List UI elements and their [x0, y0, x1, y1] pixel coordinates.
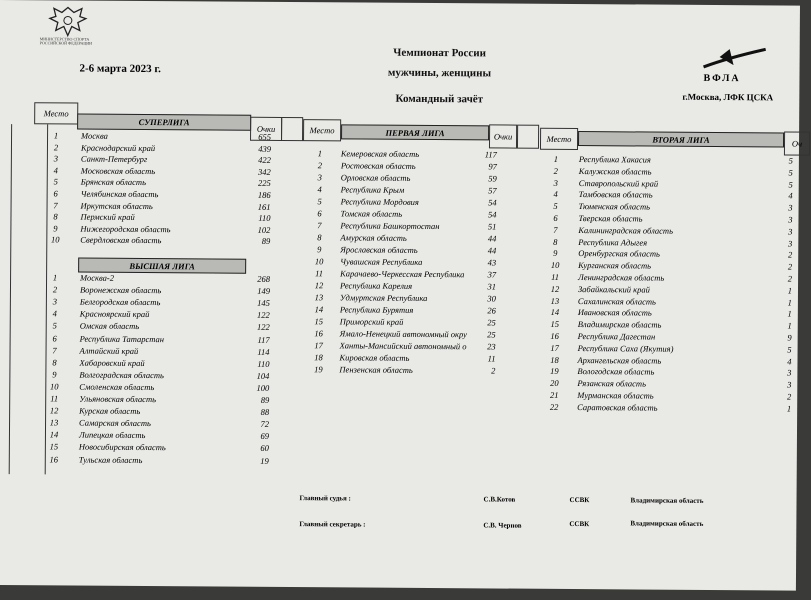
place-number: 18: [314, 352, 323, 363]
region-name: Иркутская область: [80, 200, 153, 211]
points-value: 44: [487, 233, 497, 244]
region-name: Кировская область: [339, 352, 410, 363]
points-value: 31: [487, 281, 497, 292]
place-number: 8: [53, 211, 58, 222]
chief-secretary-region: Владимирская область: [630, 519, 704, 528]
region-name: Вологодская область: [577, 366, 655, 377]
points-value: 2: [491, 365, 496, 376]
place-number: 17: [550, 342, 559, 353]
points-value: 37: [487, 269, 497, 280]
place-number: 13: [550, 295, 560, 306]
region-name: Владимирская область: [577, 319, 662, 330]
region-name: Республика Карелия: [339, 280, 413, 291]
second-league-list: [547, 153, 807, 414]
points-value: 26: [487, 305, 496, 316]
chief-judge-name: С.В.Котов: [483, 495, 516, 504]
place-number: 11: [50, 393, 59, 404]
region-name: Ямало-Ненецкий автономный окру: [339, 328, 468, 340]
points-value: 5: [788, 179, 793, 190]
points-value: 69: [260, 431, 269, 442]
event-subtitle: мужчины, женщины: [387, 66, 492, 80]
chief-secretary-label: Главный секретарь :: [299, 520, 366, 529]
points-value: 3: [788, 202, 793, 213]
points-value: 161: [257, 201, 271, 212]
place-number: 7: [317, 220, 322, 231]
region-name: Алтайский край: [79, 345, 139, 356]
region-name: Самарская область: [79, 417, 151, 429]
region-name: Пензенская область: [339, 364, 413, 375]
place-number: 2: [53, 141, 59, 153]
points-header-right: Оч: [784, 131, 810, 155]
place-number: 3: [52, 296, 58, 307]
place-header-right: Место: [540, 128, 578, 150]
place-number: 11: [315, 268, 324, 279]
points-value: 5: [787, 344, 792, 355]
region-name: Новосибирская область: [78, 441, 166, 453]
points-value: 102: [257, 224, 271, 235]
points-value: 9: [787, 332, 792, 343]
region-name: Челябинская область: [80, 188, 159, 200]
place-number: 20: [550, 378, 559, 389]
region-name: Ханты-Мансийский автономный о: [339, 340, 467, 352]
place-number: 10: [314, 256, 324, 267]
points-value: 149: [257, 285, 271, 296]
region-name: Тверская область: [578, 213, 643, 224]
region-name: Красноярский край: [79, 308, 150, 320]
points-value: 100: [256, 382, 270, 393]
points-value: 122: [256, 322, 270, 333]
region-name: Ярославская область: [340, 244, 418, 255]
place-number: 16: [49, 453, 59, 464]
points-value: 110: [258, 212, 271, 224]
region-name: Курганская область: [578, 260, 652, 271]
points-value: 342: [258, 166, 271, 177]
points-value: 114: [257, 346, 270, 357]
place-number: 12: [550, 283, 560, 294]
place-number: 9: [553, 248, 558, 259]
points-value: 3: [788, 226, 793, 237]
event-dates: 2-6 марта 2023 г.: [79, 62, 161, 76]
place-number: 6: [317, 208, 322, 219]
region-name: Липецкая область: [78, 429, 146, 441]
points-value: 2: [787, 249, 793, 260]
points-value: 122: [257, 310, 270, 321]
place-number: 16: [314, 328, 323, 339]
points-value: 57: [488, 185, 497, 196]
place-number: 3: [317, 172, 322, 183]
points-value: 59: [488, 173, 497, 184]
points-value: 439: [258, 143, 272, 154]
points-value: 30: [487, 293, 496, 304]
place-number: 8: [317, 232, 322, 243]
region-name: Республика Мордовия: [340, 196, 419, 207]
superliga-label: СУПЕРЛИГА: [77, 114, 251, 131]
points-value: 23: [487, 341, 496, 352]
region-name: Ленинградская область: [578, 272, 665, 283]
points-value: 5: [788, 155, 793, 166]
points-value: 4: [787, 356, 792, 367]
place-number: 8: [52, 357, 57, 368]
region-name: Калининградская область: [578, 224, 674, 236]
points-value: 43: [487, 257, 497, 268]
points-value: 225: [257, 178, 271, 189]
region-name: Москва-2: [80, 272, 115, 283]
points-value: 422: [258, 154, 271, 166]
region-name: Приморский край: [339, 316, 404, 327]
place-header-left: Место: [34, 102, 78, 124]
region-name: Нижегородская область: [80, 223, 171, 234]
chief-judge-category: ССВК: [569, 495, 590, 505]
place-number: 1: [52, 272, 58, 283]
region-name: Кемеровская область: [340, 148, 420, 159]
points-value: 117: [484, 149, 497, 160]
points-value: 117: [257, 334, 270, 345]
points-value: 3: [787, 367, 792, 378]
region-name: Республика Хакасия: [578, 154, 651, 165]
place-number: 15: [49, 441, 59, 452]
place-number: 7: [52, 344, 57, 355]
region-name: Республика Крым: [340, 184, 405, 195]
points-value: 51: [487, 221, 497, 232]
place-number: 7: [53, 199, 58, 211]
region-name: Оренбургская область: [578, 248, 660, 260]
points-value: 1: [787, 285, 793, 296]
region-name: Хабаровский край: [79, 357, 145, 368]
place-number: 10: [51, 234, 60, 245]
place-number: 6: [52, 332, 57, 343]
separator-cell: [281, 117, 303, 141]
chief-secretary-category: ССВК: [569, 519, 590, 529]
place-number: 9: [52, 369, 57, 380]
region-name: Сахалинская область: [577, 295, 656, 307]
points-value: 145: [257, 297, 270, 309]
region-name: Тюменская область: [578, 201, 651, 212]
points-value: 4: [788, 190, 793, 201]
points-value: 19: [260, 455, 269, 466]
points-value: 2: [786, 391, 792, 402]
points-value: 2: [787, 261, 793, 272]
region-name: Ставропольский край: [578, 177, 659, 189]
region-name: Орловская область: [340, 172, 411, 183]
points-value: 655: [258, 131, 272, 142]
points-value: 1: [787, 308, 792, 319]
region-name: Калужская область: [578, 165, 652, 177]
region-name: Тамбовская область: [578, 189, 653, 200]
place-number: 6: [53, 188, 58, 199]
region-name: Амурская область: [340, 232, 407, 243]
points-value: 89: [261, 236, 271, 247]
region-name: Республика Адыгея: [578, 236, 648, 248]
points-value: 11: [487, 353, 496, 364]
place-number: 4: [317, 184, 322, 195]
points-value: 72: [260, 419, 270, 430]
region-name: Карачаево-Черкесская Республика: [340, 268, 465, 280]
region-name: Санкт-Петербург: [80, 153, 148, 165]
region-name: Брянская область: [80, 176, 146, 188]
place-number: 13: [49, 417, 59, 428]
place-number: 9: [317, 244, 322, 255]
place-number: 5: [52, 320, 57, 331]
points-header-middle: Очки: [489, 124, 517, 148]
place-number: 3: [553, 177, 558, 188]
points-value: 104: [256, 370, 270, 381]
region-name: Чувашская Республика: [340, 256, 423, 267]
region-name: Рязанская область: [577, 378, 646, 389]
region-name: Республика Бурятия: [339, 304, 414, 315]
region-name: Республика Татарстан: [79, 333, 165, 344]
region-name: Мурманская область: [577, 390, 654, 401]
region-name: Забайкальский край: [577, 283, 650, 295]
points-value: 268: [257, 273, 271, 284]
place-number: 4: [553, 189, 558, 200]
coat-of-arms-icon: [42, 4, 94, 38]
region-name: Воронежская область: [79, 284, 162, 296]
place-number: 3: [53, 153, 59, 164]
region-name: Республика Башкортостан: [340, 220, 440, 232]
place-number: 1: [317, 148, 323, 159]
place-number: 19: [550, 366, 559, 377]
scoring-title: Командный зачёт: [395, 92, 484, 106]
points-value: 3: [788, 238, 793, 249]
chief-judge-label: Главный судья :: [299, 494, 351, 503]
region-name: Ростовская область: [340, 160, 416, 171]
place-number: 8: [553, 236, 558, 247]
place-number: 17: [314, 340, 323, 351]
separator-cell-2: [517, 125, 539, 149]
place-number: 4: [52, 308, 57, 319]
points-value: 44: [487, 245, 497, 256]
region-name: Курская область: [79, 405, 141, 417]
points-header-left: Очки: [250, 117, 282, 141]
place-number: 2: [317, 160, 323, 171]
place-number: 5: [553, 201, 558, 212]
place-number: 1: [53, 130, 59, 141]
ministry-caption: МИНИСТЕРСТВО СПОРТА РОССИЙСКОЙ ФЕДЕРАЦИИ: [39, 36, 93, 46]
points-value: 1: [787, 320, 792, 331]
points-value: 25: [487, 329, 496, 340]
place-number: 9: [53, 223, 58, 234]
place-number: 10: [50, 381, 59, 392]
place-number: 12: [314, 280, 324, 291]
region-name: Республика Саха (Якутия): [577, 342, 674, 354]
points-value: 25: [487, 317, 496, 328]
points-value: 186: [257, 189, 271, 200]
region-name: Москва: [81, 130, 108, 141]
points-value: 89: [260, 394, 270, 405]
points-value: 88: [260, 406, 270, 417]
region-name: Краснодарский край: [80, 142, 156, 153]
place-number: 2: [553, 165, 558, 176]
points-value: 3: [788, 214, 793, 225]
second-league-label: ВТОРАЯ ЛИГА: [578, 131, 784, 147]
place-number: 16: [550, 330, 559, 341]
region-name: Пермский край: [80, 211, 135, 223]
venue: г.Москва, ЛФК ЦСКА: [682, 91, 774, 103]
region-name: Ивановская область: [577, 307, 652, 318]
place-number: 6: [553, 212, 558, 223]
place-number: 21: [549, 389, 559, 400]
region-name: Удмуртская Республика: [339, 292, 428, 303]
points-value: 54: [488, 197, 497, 208]
points-value: 54: [487, 209, 497, 220]
region-name: Томская область: [340, 208, 403, 219]
points-value: 1: [787, 297, 792, 308]
place-number: 7: [553, 224, 558, 235]
region-name: Волгоградская область: [79, 369, 164, 380]
event-title: Чемпионат России: [393, 46, 487, 60]
place-number: 12: [49, 405, 59, 416]
place-number: 22: [549, 401, 559, 412]
region-name: Республика Дагестан: [577, 331, 656, 342]
region-name: Свердловская область: [80, 234, 162, 246]
place-number: 14: [550, 307, 560, 318]
points-value: 110: [257, 358, 270, 369]
place-number: 15: [314, 316, 324, 327]
first-league-label: ПЕРВАЯ ЛИГА: [341, 124, 489, 140]
region-name: Московская область: [80, 165, 156, 176]
points-value: 97: [488, 161, 497, 172]
place-number: 2: [52, 284, 58, 295]
place-number: 5: [53, 176, 58, 187]
region-name: Омская область: [79, 320, 140, 332]
chief-judge-region: Владимирская область: [630, 496, 704, 505]
place-number: 1: [553, 153, 559, 164]
region-name: Архангельская область: [577, 354, 662, 366]
region-name: Белгородская область: [79, 296, 161, 308]
first-league-list: [311, 148, 511, 376]
place-number: 14: [314, 304, 324, 315]
place-number: 5: [317, 196, 322, 207]
place-number: 11: [551, 271, 560, 282]
vfla-logo-text: ВФЛА: [703, 72, 741, 85]
chief-secretary-name: С.В. Чернов: [483, 521, 522, 530]
place-number: 19: [314, 364, 323, 375]
higher-league-label: ВЫСШАЯ ЛИГА: [78, 258, 246, 274]
place-number: 4: [53, 165, 58, 176]
points-value: 60: [260, 443, 269, 454]
place-number: 14: [49, 429, 59, 440]
points-value: 2: [787, 273, 793, 284]
region-name: Тульская область: [78, 454, 143, 465]
place-number: 13: [314, 292, 324, 303]
region-name: Смоленская область: [79, 381, 155, 392]
place-number: 10: [550, 260, 560, 271]
place-number: 15: [550, 319, 560, 330]
points-value: 5: [788, 167, 793, 178]
region-name: Саратовская область: [577, 401, 658, 413]
points-value: 3: [787, 379, 792, 390]
points-value: 1: [786, 403, 792, 414]
place-number: 18: [550, 354, 559, 365]
place-header-middle: Место: [303, 119, 341, 141]
region-name: Ульяновская область: [79, 393, 157, 405]
